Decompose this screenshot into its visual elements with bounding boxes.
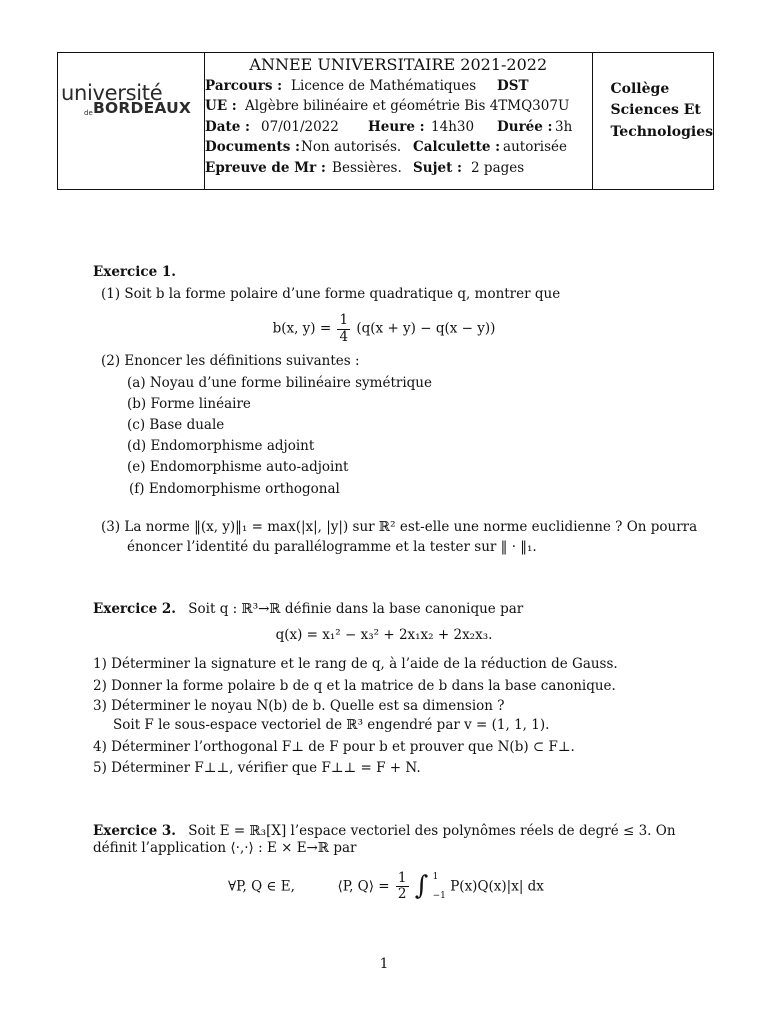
definition-item-f: (f) Endomorphisme orthogonal bbox=[129, 481, 340, 497]
university-logo bbox=[58, 53, 205, 189]
exercise-2-item-2: 2) Donner la forme polaire b de q et la matrice de b dans la base canonique. bbox=[93, 678, 616, 694]
fraction-numerator: 1 bbox=[339, 312, 349, 328]
exercise-2-item-3: 3) Déterminer le noyau N(b) de b. Quelle est sa dimension ? bbox=[93, 698, 505, 714]
ue-value: Algèbre bilinéaire et géométrie Bis 4TMQ307U bbox=[245, 98, 570, 114]
logo-universite: université bbox=[61, 81, 163, 105]
epreuve-row bbox=[205, 159, 595, 179]
fraction-denominator: 2 bbox=[397, 886, 407, 903]
exercise-3-title: Exercice 3. bbox=[93, 823, 176, 839]
definition-item-b: (b) Forme linéaire bbox=[127, 396, 251, 412]
fraction-numerator: 1 bbox=[397, 869, 407, 886]
sujet-value: 2 pages bbox=[471, 160, 525, 176]
college-line-2: Sciences Et bbox=[610, 102, 701, 119]
sujet-label: Sujet : bbox=[413, 160, 463, 176]
fraction-one-quarter bbox=[337, 313, 350, 345]
duree-value: 3h bbox=[555, 119, 573, 135]
formula-inner-product-lhs: ⟨P, Q⟩ = bbox=[337, 878, 390, 895]
formula-integrand: P(x)Q(x)|x| dx bbox=[450, 878, 544, 895]
exam-info bbox=[205, 53, 592, 189]
exercise-1-question-2: (2) Enoncer les définitions suivantes : bbox=[101, 353, 360, 369]
exercise-2-formula: q(x) = x₁² − x₃² + 2x₁x₂ + 2x₂x₃. bbox=[275, 627, 493, 643]
exercise-1-formula bbox=[0, 313, 768, 345]
college-line-3: Technologies bbox=[610, 123, 713, 140]
exercise-1-question-1: (1) Soit b la forme polaire d’une forme quadratique q, montrer que bbox=[101, 286, 561, 302]
exercise-3-line-1: Soit E = ℝ₃[X] l’espace vectoriel des polynômes réels de degré ≤ 3. On bbox=[188, 823, 676, 839]
exercise-3-formula bbox=[228, 868, 544, 906]
definition-item-a: (a) Noyau d’une forme bilinéaire symétrique bbox=[127, 375, 432, 391]
epreuve-value: Bessières. bbox=[332, 160, 402, 176]
date-value: 07/01/2022 bbox=[261, 119, 339, 135]
formula-quantifier: ∀P, Q ∈ E, bbox=[228, 878, 295, 895]
integral-limits bbox=[433, 873, 446, 901]
heure-value: 14h30 bbox=[431, 119, 475, 135]
exercise-2-intro: Soit q : ℝ³→ℝ définie dans la base canonique par bbox=[188, 601, 524, 617]
documents-label: Documents : bbox=[205, 139, 301, 155]
exercise-1-title: Exercice 1. bbox=[93, 264, 176, 280]
formula-lhs: b(x, y) = bbox=[272, 320, 332, 337]
epreuve-label: Epreuve de Mr : bbox=[205, 160, 326, 176]
academic-year-title: ANNEE UNIVERSITAIRE 2021-2022 bbox=[249, 55, 548, 74]
duree-label: Durée : bbox=[497, 119, 553, 135]
date-label: Date : bbox=[205, 119, 251, 135]
calculette-label: Calculette : bbox=[413, 139, 501, 155]
page-number: 1 bbox=[379, 956, 389, 972]
formula-rhs: (q(x + y) − q(x − y)) bbox=[356, 320, 496, 337]
college-line-1: Collège bbox=[610, 81, 670, 97]
exercise-2-item-1: 1) Déterminer la signature et le rang de q, à l’aide de la réduction de Gauss. bbox=[93, 656, 618, 672]
heure-label: Heure : bbox=[368, 119, 425, 135]
exercise-3-line-2: définit l’application ⟨·,·⟩ : E × E→ℝ par bbox=[93, 840, 357, 856]
date-row bbox=[205, 118, 595, 138]
ue-row bbox=[205, 97, 595, 117]
college-name bbox=[593, 53, 714, 189]
exercise-2-item-5: 5) Déterminer F⊥⊥, vérifier que F⊥⊥ = F + N. bbox=[93, 760, 421, 776]
dst-label: DST bbox=[497, 78, 529, 94]
logo-bordeaux: BORDEAUX bbox=[93, 99, 192, 117]
fraction-denominator: 4 bbox=[339, 328, 349, 345]
parcours-row bbox=[205, 77, 595, 97]
exercise-1-question-3-line-1: (3) La norme ‖(x, y)‖₁ = max(|x|, |y|) sur ℝ² est-elle une norme euclidienne ? On pourra bbox=[101, 519, 698, 535]
integral-upper-limit: 1 bbox=[432, 871, 439, 882]
exercise-2-title: Exercice 2. bbox=[93, 601, 176, 617]
exercise-2-heading bbox=[93, 600, 523, 620]
exam-header bbox=[57, 52, 714, 190]
documents-value: Non autorisés. bbox=[301, 139, 402, 155]
exercise-2-item-4: 4) Déterminer l’orthogonal F⊥ de F pour b et prouver que N(b) ⊂ F⊥. bbox=[93, 739, 575, 755]
fraction-one-half bbox=[396, 871, 409, 903]
exercise-2-subspace-line: Soit F le sous-espace vectoriel de ℝ³ engendré par v = (1, 1, 1). bbox=[113, 717, 550, 733]
exercise-1-question-3-line-2: énoncer l’identité du parallélogramme et la tester sur ‖ · ‖₁. bbox=[127, 539, 537, 555]
calculette-value: autorisée bbox=[503, 139, 568, 155]
ue-label: UE : bbox=[205, 98, 237, 114]
documents-row bbox=[205, 138, 595, 158]
integral-lower-limit: −1 bbox=[432, 890, 446, 901]
logo-de: de bbox=[84, 109, 93, 117]
definition-item-d: (d) Endomorphisme adjoint bbox=[127, 438, 315, 454]
definition-item-c: (c) Base duale bbox=[127, 417, 225, 433]
parcours-label: Parcours : bbox=[205, 78, 283, 94]
parcours-value: Licence de Mathématiques bbox=[291, 78, 477, 94]
definition-item-e: (e) Endomorphisme auto-adjoint bbox=[127, 459, 349, 475]
integral-sign: ∫ bbox=[414, 871, 429, 901]
